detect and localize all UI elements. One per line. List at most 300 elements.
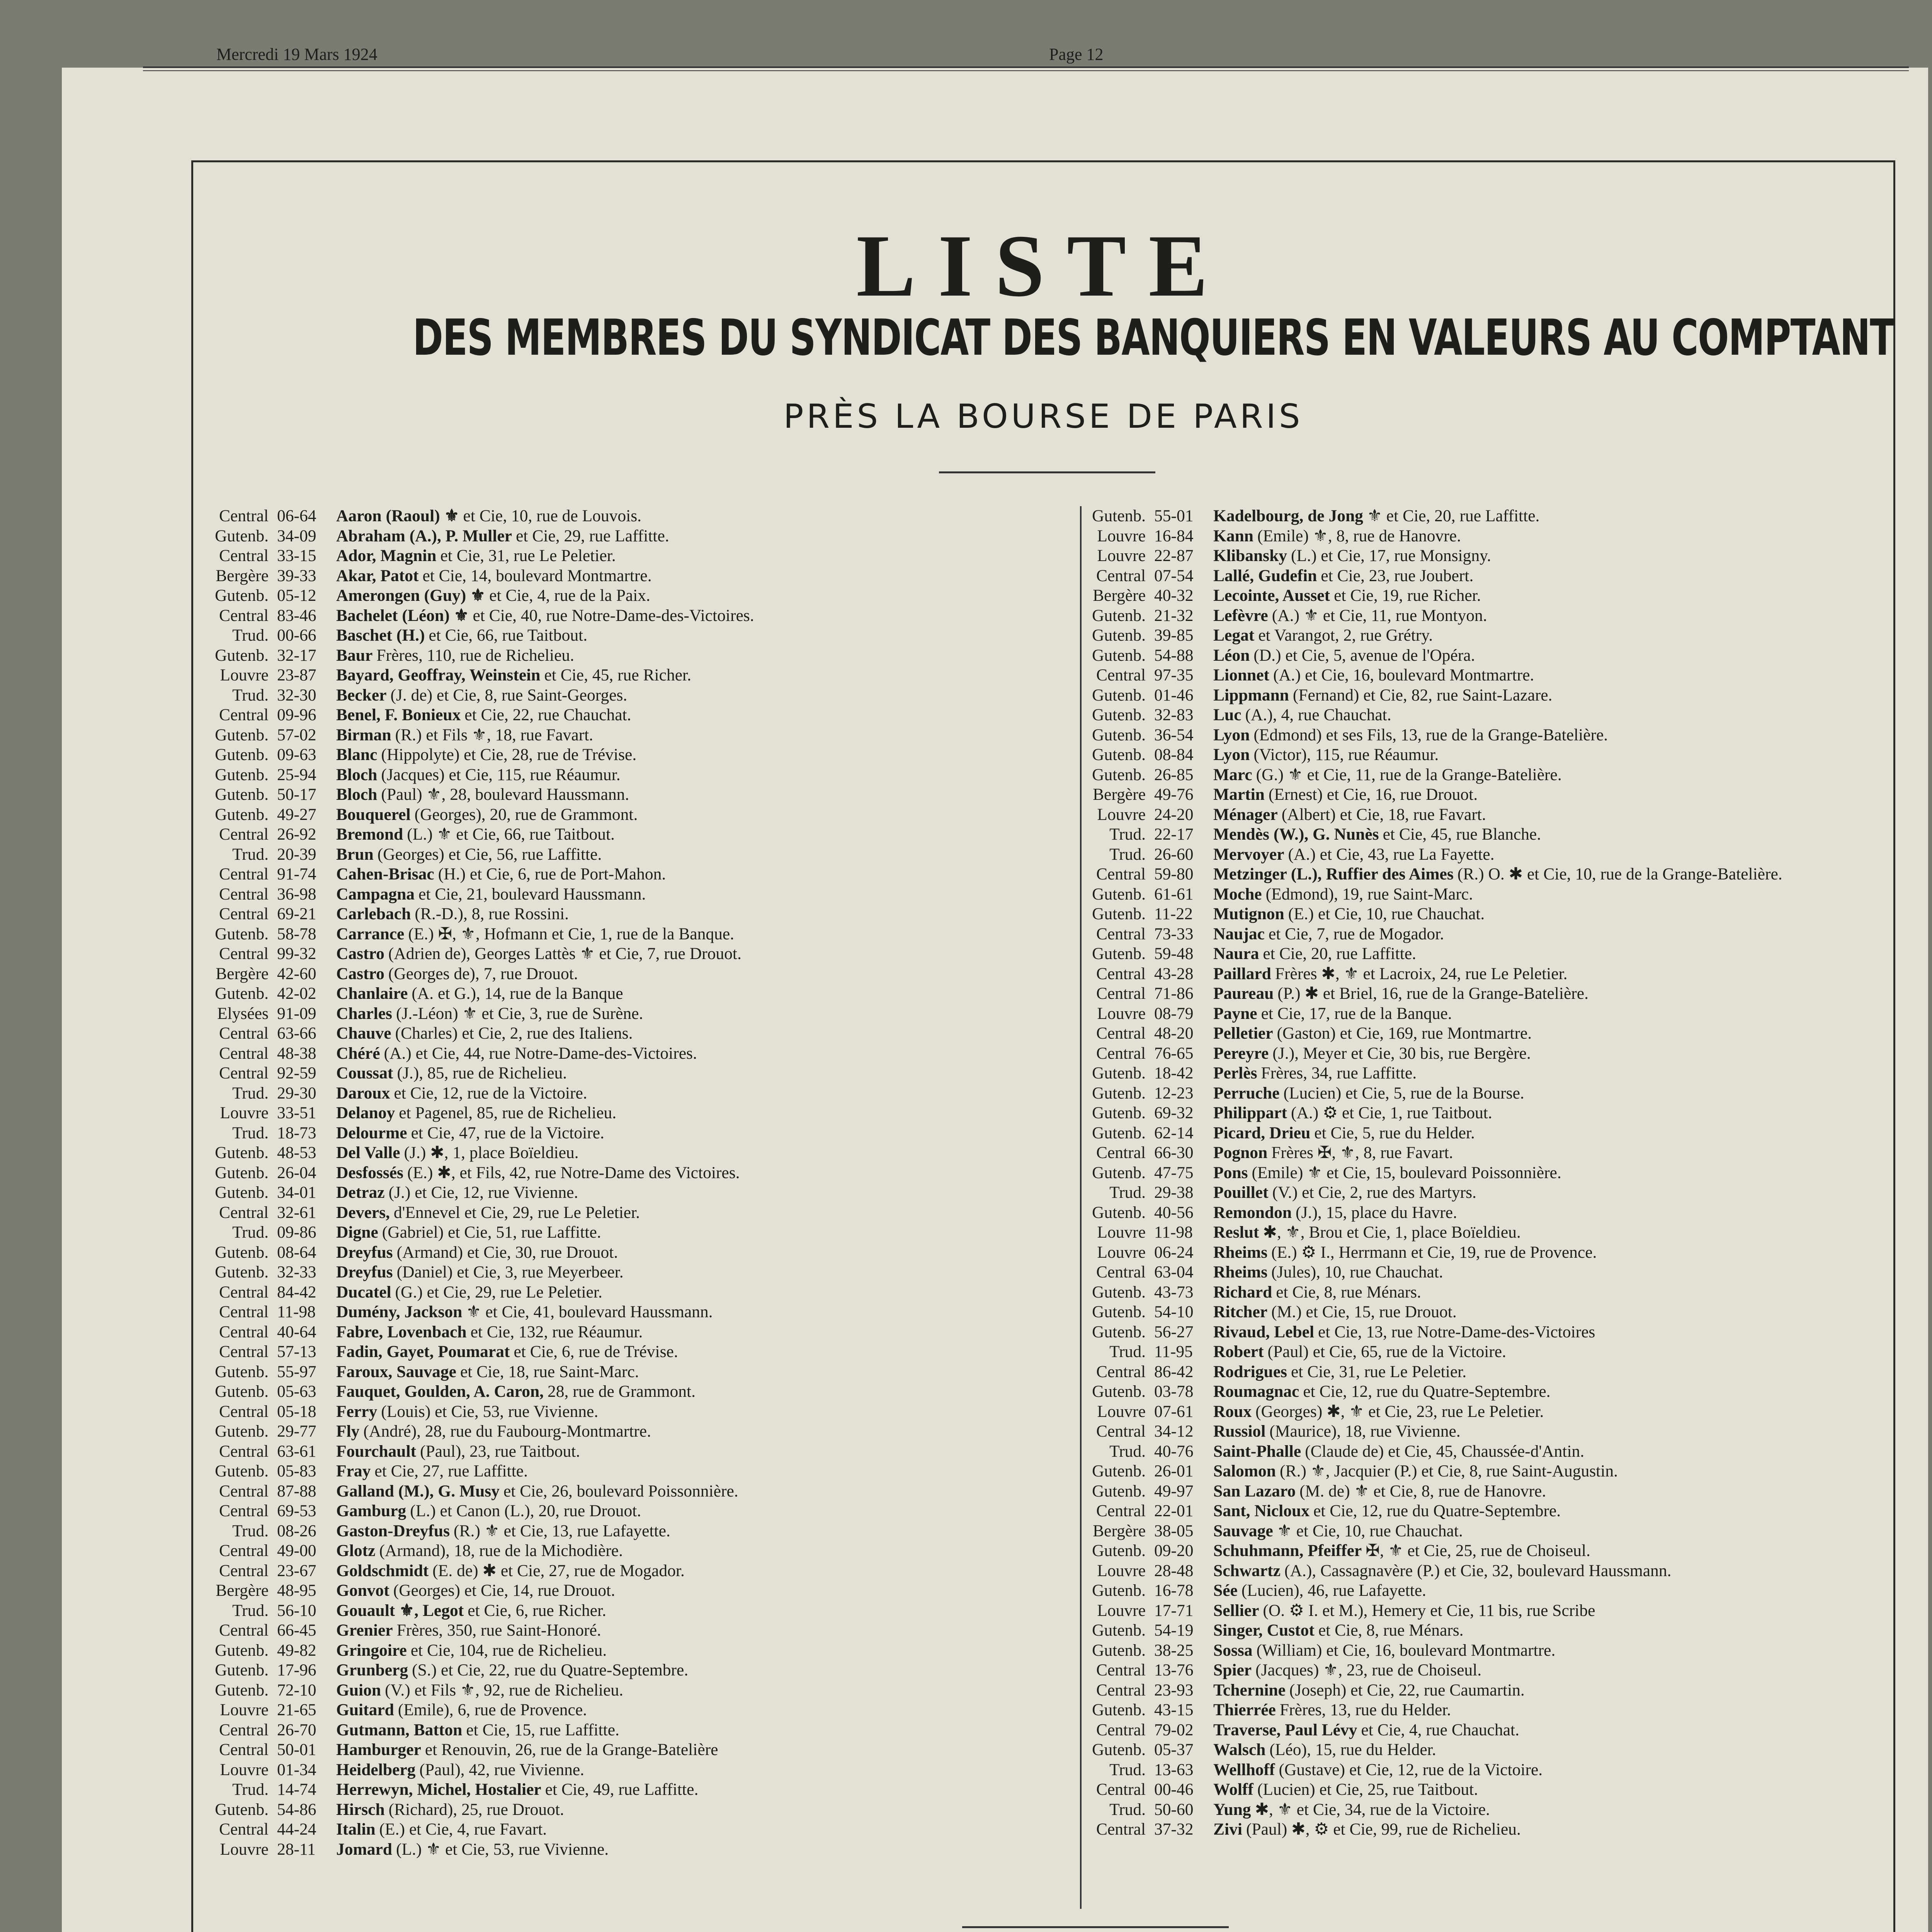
member-address: Frères, 13, rue du Helder. <box>1279 1701 1451 1719</box>
exchange: Gutenb. <box>1092 1104 1146 1122</box>
member-address: ⚜ et Cie, 41, boulevard Haussmann. <box>466 1303 713 1321</box>
exchange: Gutenb. <box>215 1661 269 1679</box>
exchange: Trud. <box>232 1601 269 1620</box>
member-entry <box>1086 646 1893 666</box>
member-name: Bremond <box>336 825 403 844</box>
phone-number: 50-17 <box>277 785 316 804</box>
member-name: Richard <box>1213 1282 1272 1301</box>
exchange: Trud. <box>1109 1442 1146 1461</box>
exchange: Gutenb. <box>215 1382 269 1401</box>
member-entry <box>1086 944 1893 964</box>
member-entry <box>1086 745 1893 765</box>
member-entry <box>1086 1561 1893 1581</box>
phone-number: 40-76 <box>1154 1442 1194 1461</box>
exchange: Central <box>219 1820 269 1838</box>
member-name: Lionnet <box>1213 666 1270 684</box>
member-name: Mutignon <box>1213 905 1284 923</box>
member-name: Becker <box>336 685 387 704</box>
phone-number: 43-73 <box>1154 1282 1194 1301</box>
member-name: Bouquerel <box>336 805 411 824</box>
exchange: Gutenb. <box>215 586 269 605</box>
member-name: Paillard <box>1213 964 1271 983</box>
title-rule <box>939 471 1155 473</box>
member-address: (Jules), 10, rue Chauchat. <box>1271 1263 1443 1281</box>
phone-number: 18-42 <box>1154 1064 1194 1082</box>
member-entry <box>1086 1083 1893 1104</box>
member-address: (Gabriel) et Cie, 51, rue Laffitte. <box>382 1223 601 1242</box>
member-address: (L.) et Canon (L.), 20, rue Drouot. <box>410 1502 641 1520</box>
exchange: Gutenb. <box>1092 1083 1146 1102</box>
member-name: Delourme <box>336 1123 407 1142</box>
exchange: Central <box>219 1064 269 1082</box>
member-address: (Gaston) et Cie, 169, rue Montmartre. <box>1277 1024 1532 1043</box>
member-name: Hamburger <box>336 1740 421 1759</box>
phone-number: 49-82 <box>277 1641 316 1660</box>
member-name: Chauve <box>336 1024 391 1043</box>
phone-number: 43-15 <box>1154 1701 1194 1719</box>
phone-number: 11-98 <box>277 1303 316 1321</box>
member-name: Charles <box>336 1004 392 1023</box>
member-entry <box>1086 1760 1893 1780</box>
member-name: Metzinger (L.), Ruffier des Aimes <box>1213 865 1454 883</box>
member-address: et Cie, 8, rue Ménars. <box>1276 1282 1421 1301</box>
exchange: Gutenb. <box>1092 1740 1146 1759</box>
exchange: Gutenb. <box>1092 765 1146 784</box>
member-name: Benel, F. Bonieux <box>336 706 461 724</box>
member-name: Baschet (H.) <box>336 626 425 645</box>
phone-number: 39-33 <box>277 566 316 585</box>
member-entry <box>1086 1660 1893 1680</box>
exchange: Gutenb. <box>215 1362 269 1381</box>
phone-number: 57-02 <box>277 725 316 744</box>
exchange: Louvre <box>1097 805 1146 824</box>
member-entry <box>1086 1382 1893 1402</box>
member-address: (Richard), 25, rue Drouot. <box>388 1800 564 1819</box>
exchange: Central <box>219 1720 269 1739</box>
member-address: et Cie, 4, rue de la Paix. <box>489 586 650 605</box>
exchange: Louvre <box>220 1104 269 1122</box>
member-name: Castro <box>336 964 384 983</box>
member-entry <box>1086 845 1893 865</box>
member-entry <box>209 546 1074 566</box>
member-name: Picard, Drieu <box>1213 1123 1311 1142</box>
member-address: (L.) ⚜ et Cie, 66, rue Taitbout. <box>407 825 615 844</box>
exchange: Central <box>1096 865 1146 883</box>
phone-number: 99-32 <box>277 944 316 963</box>
member-name: Rheims <box>1213 1243 1268 1262</box>
member-name: Castro <box>336 944 384 963</box>
member-name: Rheims <box>1213 1263 1268 1281</box>
member-address: (Jacques) ⚜, 23, rue de Choiseul. <box>1255 1661 1482 1679</box>
member-name: Pereyre <box>1213 1044 1269 1063</box>
member-name: Carrance <box>336 924 405 943</box>
member-entry <box>1086 1103 1893 1123</box>
exchange: Louvre <box>220 1840 269 1859</box>
member-name: Chéré <box>336 1044 380 1063</box>
member-address: Frères ✱, ⚜ et Lacroix, 24, rue Le Peletier. <box>1275 964 1568 983</box>
member-address: (A.) et Cie, 16, boulevard Montmartre. <box>1273 666 1534 684</box>
member-entry <box>209 1800 1074 1820</box>
member-name: Lyon <box>1213 725 1250 744</box>
exchange: Trud. <box>1109 825 1146 844</box>
member-address: (Lucien), 46, rue Lafayette. <box>1241 1581 1427 1600</box>
member-address: (R.) O. ✱ et Cie, 10, rue de la Grange-Batelière. <box>1457 865 1782 883</box>
member-entry <box>209 1203 1074 1223</box>
exchange: Louvre <box>220 1760 269 1779</box>
member-name: Fauquet, Goulden, A. Caron, <box>336 1382 544 1401</box>
member-entry <box>209 1063 1074 1083</box>
member-address: 28, rue de Grammont. <box>548 1382 696 1401</box>
member-entry <box>1086 825 1893 845</box>
member-entry <box>1086 1262 1893 1282</box>
phone-number: 69-21 <box>277 905 316 923</box>
member-name: Pons <box>1213 1163 1248 1182</box>
exchange: Central <box>1096 1422 1146 1440</box>
member-name: Gutmann, Batton <box>336 1720 463 1739</box>
phone-number: 79-02 <box>1154 1720 1194 1739</box>
member-entry <box>1086 526 1893 546</box>
member-name: Ménager <box>1213 805 1278 824</box>
exchange: Bergère <box>1093 785 1146 804</box>
phone-number: 72-10 <box>277 1680 316 1699</box>
exchange: Gutenb. <box>215 526 269 545</box>
member-name: Wellhoff <box>1213 1760 1275 1779</box>
phone-number: 66-45 <box>277 1621 316 1639</box>
member-address: (Georges de), 7, rue Drouot. <box>388 964 578 983</box>
phone-number: 91-09 <box>277 1004 316 1023</box>
phone-number: 05-83 <box>277 1462 316 1480</box>
member-address: (Fernand) et Cie, 82, rue Saint-Lazare. <box>1293 685 1553 704</box>
member-entry <box>1086 705 1893 725</box>
phone-number: 26-92 <box>277 825 316 844</box>
phone-number: 21-32 <box>1154 606 1194 625</box>
phone-number: 54-88 <box>1154 646 1194 665</box>
issue-date: Mercredi 19 Mars 1924 <box>216 45 378 64</box>
member-entry <box>209 1740 1074 1760</box>
phone-number: 54-19 <box>1154 1621 1194 1639</box>
exchange: Gutenb. <box>1092 1322 1146 1341</box>
exchange: Gutenb. <box>215 1163 269 1182</box>
member-address: (A.) ⚙ et Cie, 1, rue Taitbout. <box>1291 1104 1492 1122</box>
member-entry <box>209 944 1074 964</box>
member-entry <box>1086 1362 1893 1382</box>
member-name: Marc <box>1213 765 1252 784</box>
member-entry <box>209 1461 1074 1481</box>
member-entry <box>209 1024 1074 1044</box>
member-entry <box>209 725 1074 745</box>
member-address: (L.) ⚜ et Cie, 53, rue Vivienne. <box>396 1840 609 1859</box>
member-address: (L.) et Cie, 17, rue Monsigny. <box>1291 546 1491 565</box>
member-address: et Cie, 27, rue Laffitte. <box>374 1462 528 1480</box>
phone-number: 18-73 <box>277 1123 316 1142</box>
member-name: Schwartz <box>1213 1561 1281 1580</box>
member-name: Philippart <box>1213 1104 1287 1122</box>
member-entry <box>209 586 1074 606</box>
member-address: et Cie, 20, rue Laffitte. <box>1263 944 1417 963</box>
member-address: (E.) et Cie, 10, rue Chauchat. <box>1288 905 1485 923</box>
phone-number: 26-60 <box>1154 845 1194 864</box>
member-address: (Claude de) et Cie, 45, Chaussée-d'Antin. <box>1305 1442 1585 1461</box>
member-name: Daroux <box>336 1083 390 1102</box>
member-address: (Lucien) et Cie, 25, rue Taitbout. <box>1257 1780 1478 1799</box>
phone-number: 59-48 <box>1154 944 1194 963</box>
exchange: Louvre <box>1097 1402 1146 1421</box>
phone-number: 23-93 <box>1154 1680 1194 1699</box>
phone-number: 43-28 <box>1154 964 1194 983</box>
exchange: Gutenb. <box>1092 1282 1146 1301</box>
phone-number: 26-01 <box>1154 1462 1194 1480</box>
member-entry <box>209 1660 1074 1680</box>
member-address: (Adrien de), Georges Lattès ⚜ et Cie, 7, rue Drouot. <box>388 944 742 963</box>
member-entry <box>1086 864 1893 884</box>
member-entry <box>209 1820 1074 1840</box>
phone-number: 87-88 <box>277 1481 316 1500</box>
member-address: (E.) et Cie, 4, rue Favart. <box>379 1820 547 1838</box>
phone-number: 38-05 <box>1154 1521 1194 1540</box>
phone-number: 34-01 <box>277 1183 316 1202</box>
member-entry <box>209 825 1074 845</box>
phone-number: 66-30 <box>1154 1143 1194 1162</box>
member-entry <box>1086 1581 1893 1601</box>
member-address: et Cie, 6, rue Richer. <box>468 1601 607 1620</box>
phone-number: 34-09 <box>277 526 316 545</box>
exchange: Gutenb. <box>215 984 269 1003</box>
member-address: (Paul) ⚜, 28, boulevard Haussmann. <box>381 785 629 804</box>
member-name: San Lazaro <box>1213 1481 1296 1500</box>
member-address: ⚜ et Cie, 10, rue Chauchat. <box>1277 1521 1463 1540</box>
exchange: Central <box>1096 1024 1146 1043</box>
member-address: (E.) ⚙ I., Herrmann et Cie, 19, rue de Provence. <box>1271 1243 1597 1262</box>
phone-number: 42-02 <box>277 984 316 1003</box>
member-address: (A. et G.), 14, rue de la Banque <box>412 984 623 1003</box>
exchange: Gutenb. <box>1092 725 1146 744</box>
member-entry <box>209 1183 1074 1203</box>
phone-number: 40-56 <box>1154 1203 1194 1222</box>
member-entry <box>209 1621 1074 1641</box>
member-address: ✱, ⚜, Brou et Cie, 1, place Boïeldieu. <box>1263 1223 1521 1242</box>
member-name: Thierrée <box>1213 1701 1276 1719</box>
phone-number: 32-30 <box>277 685 316 704</box>
exchange: Gutenb. <box>1092 1123 1146 1142</box>
member-entry <box>1086 1203 1893 1223</box>
member-entry <box>209 1243 1074 1263</box>
member-entry <box>209 1362 1074 1382</box>
exchange: Central <box>1096 1820 1146 1838</box>
exchange: Trud. <box>232 845 269 864</box>
exchange: Gutenb. <box>1092 685 1146 704</box>
liste-title: LISTE <box>856 216 1230 315</box>
phone-number: 28-11 <box>277 1840 316 1859</box>
member-name: Russiol <box>1213 1422 1266 1440</box>
member-entry <box>209 745 1074 765</box>
member-entry <box>209 1004 1074 1024</box>
member-name: Pelletier <box>1213 1024 1273 1043</box>
member-entry <box>1086 1481 1893 1502</box>
member-name: Devers, <box>336 1203 390 1222</box>
exchange: Gutenb. <box>1092 884 1146 903</box>
phone-number: 12-23 <box>1154 1083 1194 1102</box>
member-name: Hirsch <box>336 1800 385 1819</box>
member-name: Bayard, Geoffray, Weinstein <box>336 666 541 684</box>
phone-number: 49-76 <box>1154 785 1194 804</box>
member-address: et Cie, 18, rue Saint-Marc. <box>460 1362 639 1381</box>
exchange: Gutenb. <box>1092 1064 1146 1082</box>
member-address: et Cie, 19, rue Richer. <box>1334 586 1481 605</box>
member-entry <box>209 506 1074 526</box>
member-address: (J.), 15, place du Havre. <box>1296 1203 1457 1222</box>
exchange: Central <box>219 1442 269 1461</box>
phone-number: 63-61 <box>277 1442 316 1461</box>
member-address: (Albert) et Cie, 18, rue Favart. <box>1281 805 1486 824</box>
exchange: Central <box>219 1044 269 1063</box>
member-name: Bloch <box>336 785 378 804</box>
member-address: et Cie, 104, rue de Richelieu. <box>410 1641 607 1660</box>
member-address: et Cie, 23, rue Joubert. <box>1321 566 1474 585</box>
member-address: (Georges) ✱, ⚜ et Cie, 23, rue Le Peletier. <box>1255 1402 1544 1421</box>
phone-number: 97-35 <box>1154 666 1194 684</box>
member-name: Guion <box>336 1680 381 1699</box>
phone-number: 36-54 <box>1154 725 1194 744</box>
exchange: Gutenb. <box>1092 1621 1146 1639</box>
phone-number: 49-97 <box>1154 1481 1194 1500</box>
member-entry <box>1086 984 1893 1004</box>
phone-number: 23-87 <box>277 666 316 684</box>
phone-number: 54-86 <box>277 1800 316 1819</box>
member-address: (Paul), 23, rue Taitbout. <box>420 1442 580 1461</box>
exchange: Louvre <box>220 1701 269 1719</box>
phone-number: 69-32 <box>1154 1104 1194 1122</box>
member-name: Gamburg <box>336 1502 406 1520</box>
member-name: Sant, Nicloux <box>1213 1502 1310 1520</box>
member-entry <box>1086 1780 1893 1800</box>
phone-number: 17-71 <box>1154 1601 1194 1620</box>
phone-number: 47-75 <box>1154 1163 1194 1182</box>
exchange: Louvre <box>1097 1243 1146 1262</box>
member-address: (Léo), 15, rue du Helder. <box>1269 1740 1436 1759</box>
member-entry <box>1086 1004 1893 1024</box>
member-name: Grunberg <box>336 1661 408 1679</box>
phone-number: 84-42 <box>277 1282 316 1301</box>
member-name: Desfossés <box>336 1163 403 1182</box>
member-address: ✱, ⚜ et Cie, 34, rue de la Victoire. <box>1255 1800 1490 1819</box>
member-address: (Georges), 20, rue de Grammont. <box>414 805 638 824</box>
member-entry <box>1086 1282 1893 1303</box>
member-name: Italin <box>336 1820 376 1838</box>
exchange: Gutenb. <box>1092 1163 1146 1182</box>
member-address: (Armand) et Cie, 30, rue Drouot. <box>396 1243 618 1262</box>
exchange: Gutenb. <box>1092 706 1146 724</box>
member-name: Mendès (W.), G. Nunès <box>1213 825 1379 844</box>
exchange: Gutenb. <box>215 745 269 764</box>
member-address: et Cie, 14, boulevard Montmartre. <box>422 566 652 585</box>
member-address: Frères, 110, rue de Richelieu. <box>376 646 575 665</box>
member-name: Heidelberg <box>336 1760 416 1779</box>
phone-number: 55-01 <box>1154 507 1194 525</box>
member-entry <box>209 1442 1074 1462</box>
member-address: (Daniel) et Cie, 3, rue Meyerbeer. <box>396 1263 624 1281</box>
member-entry <box>1086 884 1893 905</box>
exchange: Central <box>1096 984 1146 1003</box>
member-name: Gringoire <box>336 1641 407 1660</box>
member-address: (J.), Meyer et Cie, 30 bis, rue Bergère. <box>1272 1044 1531 1063</box>
phone-number: 28-48 <box>1154 1561 1194 1580</box>
phone-number: 48-38 <box>277 1044 316 1063</box>
member-entry <box>1086 1422 1893 1442</box>
exchange: Elysées <box>217 1004 269 1023</box>
member-name: Bachelet (Léon) ⚜ <box>336 606 469 625</box>
member-entry <box>209 1501 1074 1521</box>
member-entry <box>209 1720 1074 1740</box>
member-address: (J.-Léon) ⚜ et Cie, 3, rue de Surène. <box>396 1004 643 1023</box>
member-entry <box>209 1581 1074 1601</box>
member-name: Abraham (A.), P. Muller <box>336 526 512 545</box>
member-entry <box>209 1760 1074 1780</box>
exchange: Gutenb. <box>215 1143 269 1162</box>
exchange: Gutenb. <box>215 785 269 804</box>
member-name: Digne <box>336 1223 378 1242</box>
member-name: Goldschmidt <box>336 1561 429 1580</box>
phone-number: 56-10 <box>277 1601 316 1620</box>
phone-number: 48-20 <box>1154 1024 1194 1043</box>
member-entry <box>1086 1820 1893 1840</box>
member-entry <box>1086 1123 1893 1143</box>
member-address: (S.) et Cie, 22, rue du Quatre-Septembre. <box>412 1661 689 1679</box>
exchange: Central <box>219 884 269 903</box>
member-entry <box>1086 725 1893 745</box>
member-entry <box>209 1481 1074 1502</box>
exchange: Gutenb. <box>1092 944 1146 963</box>
phone-number: 33-15 <box>277 546 316 565</box>
member-name: Ritcher <box>1213 1303 1268 1321</box>
member-address: et Cie, 5, rue du Helder. <box>1314 1123 1475 1142</box>
exchange: Trud. <box>1109 845 1146 864</box>
member-entry <box>209 964 1074 984</box>
phone-number: 11-22 <box>1154 905 1193 923</box>
exchange: Gutenb. <box>1092 1203 1146 1222</box>
exchange: Trud. <box>1109 1800 1146 1819</box>
member-name: Birman <box>336 725 391 744</box>
member-entry <box>1086 1601 1893 1621</box>
member-entry <box>1086 1720 1893 1740</box>
member-entry <box>209 1641 1074 1661</box>
header-rule <box>143 66 1909 71</box>
phone-number: 26-85 <box>1154 765 1194 784</box>
member-address: (A.) et Cie, 44, rue Notre-Dame-des-Victoires. <box>384 1044 697 1063</box>
column-separator <box>1080 506 1082 1909</box>
member-address: et Cie, 47, rue de la Victoire. <box>411 1123 604 1142</box>
member-name: Fray <box>336 1462 371 1480</box>
member-entry <box>1086 1541 1893 1561</box>
member-entry <box>1086 1501 1893 1521</box>
phone-number: 09-86 <box>277 1223 316 1242</box>
member-entry <box>1086 566 1893 586</box>
member-address: (Georges) et Cie, 14, rue Drouot. <box>393 1581 615 1600</box>
member-address: et Cie, 132, rue Réaumur. <box>470 1322 643 1341</box>
exchange: Central <box>219 1481 269 1500</box>
member-name: Lecointe, Ausset <box>1213 586 1330 605</box>
members-list-left <box>209 506 1074 1859</box>
exchange: Gutenb. <box>1092 1641 1146 1660</box>
member-name: Legat <box>1213 626 1255 645</box>
member-address: (R.) ⚜ et Cie, 13, rue Lafayette. <box>454 1521 670 1540</box>
phone-number: 01-46 <box>1154 685 1194 704</box>
exchange: Central <box>219 546 269 565</box>
exchange: Central <box>219 507 269 525</box>
exchange: Central <box>219 1561 269 1580</box>
member-entry <box>209 1262 1074 1282</box>
phone-number: 13-63 <box>1154 1760 1194 1779</box>
exchange: Gutenb. <box>215 725 269 744</box>
